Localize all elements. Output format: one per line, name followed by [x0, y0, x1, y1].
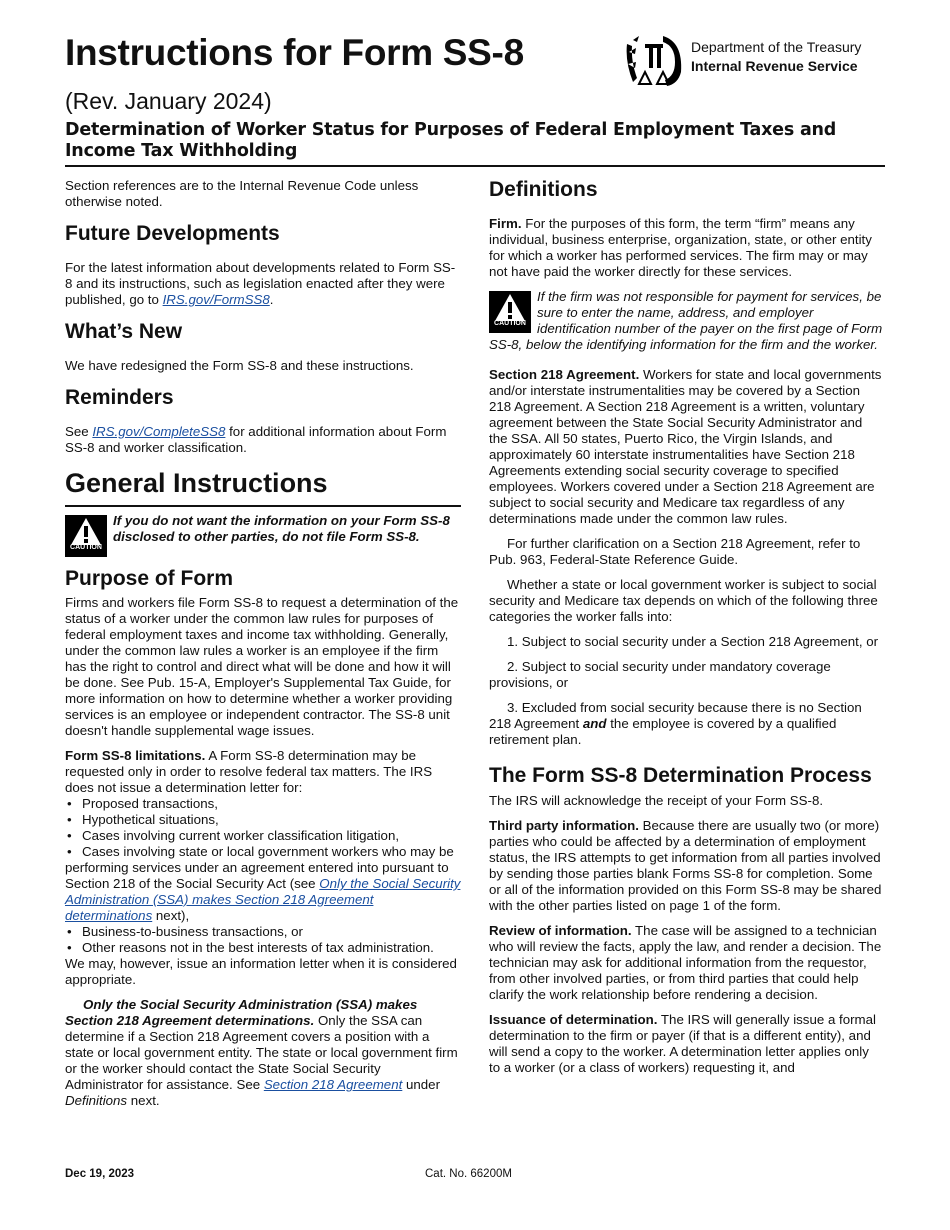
caution-text: If you do not want the information on your Form SS-8 disclosed to other parties, do not file Form SS-8.: [113, 513, 450, 544]
limitations-text: [65, 748, 461, 796]
caution-note: [489, 289, 883, 353]
run-in-heading: Issuance of determination.: [489, 1012, 658, 1027]
future-developments-text: For the latest information about developments related to Form SS-8 and its instructions, such as legislation enacted after they were published, go to IRS.gov/FormSS8.: [65, 260, 456, 307]
future-developments-heading: Future Developments: [65, 222, 280, 245]
text: The IRS will generally issue a formal determination to the firm or payer (if that is a different entity), and will send a copy to the worker. A determination letter applies only to a worker (or a class of workers) requesting it, and: [489, 1012, 876, 1075]
purpose-heading: Purpose of Form: [65, 567, 234, 590]
right-column: [489, 178, 883, 1085]
list-item: 1. Subject to social security under a Section 218 Agreement, or: [507, 634, 879, 649]
run-in-heading: Only the Social Security Administration (SSA) makes Section 218 Agreement determinations.: [65, 997, 418, 1028]
footer-date: Dec 19, 2023: [65, 1168, 135, 1180]
text: next.: [127, 1093, 160, 1108]
text: See: [65, 424, 93, 439]
review-of-information: [489, 923, 883, 1003]
irs-completess8-link[interactable]: IRS.gov/CompleteSS8: [92, 424, 226, 439]
intro-text: Section references are to the Internal Revenue Code unless otherwise noted.: [65, 178, 419, 209]
issuance-of-determination: [489, 1012, 883, 1076]
list-item: [489, 700, 883, 748]
reminders-heading: Reminders: [65, 386, 174, 409]
caution-label: CAUTION: [494, 320, 526, 327]
run-in-heading: Third party information.: [489, 818, 639, 833]
revision-date: (Rev. January 2024): [65, 88, 272, 114]
department-name: Department of the Treasury: [691, 39, 862, 55]
irs-eagle-logo-icon: [623, 32, 685, 88]
caution-icon: [489, 291, 531, 333]
text: Definitions: [65, 1093, 128, 1108]
text: For the latest information about developments related to Form SS-8 and its instructions, such as legislation enacted after they were published, go to: [65, 260, 456, 307]
text: next),: [152, 908, 190, 923]
determination-process-heading: The Form SS-8 Determination Process: [489, 764, 872, 787]
general-instructions-heading: General Instructions: [65, 468, 461, 507]
text: under: [402, 1077, 440, 1092]
text: Workers for state and local governments and/or interstate instrumentalities may be covered by a Section 218 Agreement. A Section 218 Agreement is a written, voluntary agreement between the State Social Security Administrator and the SSA. All 50 states, Puerto Rico, the Virgin Islands, and approximately 60 interstate instrumentalities have Section 218 Agreements extending social security coverage to specified employees. Workers covered under a Section 218 Agreement are subject to social security and Medicare tax regardless of any determinations made under the common law rules.: [489, 367, 882, 526]
header-divider: [65, 165, 885, 167]
text: for additional information about Form SS-8 and worker classification.: [65, 424, 447, 455]
document-title: Instructions for Form SS-8: [65, 32, 524, 73]
left-column: [65, 178, 461, 1118]
caution-note: [65, 513, 461, 557]
text: Cases involving state or local government workers who may be performing services under an agreement entered into pursuant to Section 218 of the Social Security Act (see: [65, 844, 454, 891]
caution-text: If the firm was not responsible for payment for services, be sure to enter the name, address, and employer identification number of the payer on the first page of Form SS-8, below the identifying information for the firm and the worker.: [489, 289, 883, 352]
definitions-heading: Definitions: [489, 178, 598, 201]
section-218-agreement-link[interactable]: Section 218 Agreement: [263, 1077, 403, 1092]
firm-definition: [489, 216, 883, 280]
text: Only the SSA can determine if a Section 218 Agreement covers a position with a state or local government entity. The state or local government firm or the worker should contact the State Social Security Administrator for assistance. See: [65, 1013, 458, 1092]
purpose-text: Firms and workers file Form SS-8 to request a determination of the status of a worker under the common law rules for purposes of federal employment taxes and income tax withholding. Generally, under the common law rules a worker is an employee if the firm has the right to control and direct what will be done and how it will be done. See Pub. 15-A, Employer's Supplemental Tax Guide, for more information on how to determine whether a worker providing services is an employee or independent contractor. The SS-8 unit doesn't handle supplemental wage issues.: [65, 595, 459, 738]
whats-new-heading: What’s New: [65, 320, 183, 343]
third-party-information: [489, 818, 883, 914]
whats-new-text: We have redesigned the Form SS-8 and these instructions.: [65, 358, 414, 373]
list-item: • Business-to-business transactions, or: [65, 924, 461, 940]
text: For the purposes of this form, the term “firm” means any individual, business enterprise, organization, state, or other entity for which a worker has performed services. The firm may or may not have paid the worker directly for these services.: [489, 216, 872, 279]
list-item: • Other reasons not in the best interests of tax administration.: [65, 940, 461, 956]
reminders-text: [65, 424, 461, 456]
list-item: • Cases involving current worker classification litigation,: [65, 828, 461, 844]
run-in-heading: Review of information.: [489, 923, 632, 938]
ssa-paragraph: [65, 997, 461, 1109]
list-item: • Hypothetical situations,: [65, 812, 461, 828]
run-in-heading: Section 218 Agreement.: [489, 367, 640, 382]
section-218-definition: [489, 367, 883, 527]
caution-label: CAUTION: [70, 544, 102, 551]
list-item: [65, 844, 461, 924]
text: the employee is covered by a qualified retirement plan.: [489, 716, 837, 747]
text: Because there are usually two (or more) parties who could be affected by a determination of employment status, the IRS attempts to get information from all parties involved by sending those parties blank Forms SS-8 for completion. Some or all of the information provided on this Form SS-8 may be shared with the other parties listed on page 1 of the form.: [489, 818, 882, 913]
text: A Form SS-8 determination may be requested only in order to resolve federal tax matters. The IRS does not issue a determination letter for:: [65, 748, 433, 795]
catalog-number: Cat. No. 66200M: [425, 1168, 512, 1180]
caution-icon: [65, 515, 107, 557]
information-letter-text: We may, however, issue an information letter when it is considered appropriate.: [65, 956, 457, 987]
text: and: [582, 716, 607, 731]
list-item: • Proposed transactions,: [65, 796, 461, 812]
list-item: 2. Subject to social security under mandatory coverage provisions, or: [489, 659, 831, 690]
text: The case will be assigned to a technician who will review the facts, apply the law, and render a decision. The technician may ask for additional information from the requestor, from other involved parties, or from third parties that could help clarify the work relationship before rendering a decision.: [489, 923, 882, 1002]
agency-name: [691, 38, 861, 76]
run-in-heading: Firm.: [489, 216, 522, 231]
irs-formss8-link[interactable]: IRS.gov/FormSS8: [162, 292, 270, 307]
run-in-heading: Form SS-8 limitations.: [65, 748, 206, 763]
paragraph: Whether a state or local government worker is subject to social security and Medicare tax depends on which of the following three categories the worker falls into:: [489, 577, 878, 624]
paragraph: The IRS will acknowledge the receipt of your Form SS-8.: [489, 793, 824, 808]
ssa-section-218-link[interactable]: Only the Social Security Administration (SSA) makes Section 218 Agreement determinations: [65, 876, 461, 923]
text: 3. Excluded from social security because there is no Section 218 Agreement: [489, 700, 862, 731]
paragraph: For further clarification on a Section 218 Agreement, refer to Pub. 963, Federal-State Reference Guide.: [489, 536, 861, 567]
document-subtitle: Determination of Worker Status for Purposes of Federal Employment Taxes and Income Tax Withholding: [65, 120, 837, 161]
irs-name: Internal Revenue Service: [691, 58, 858, 74]
